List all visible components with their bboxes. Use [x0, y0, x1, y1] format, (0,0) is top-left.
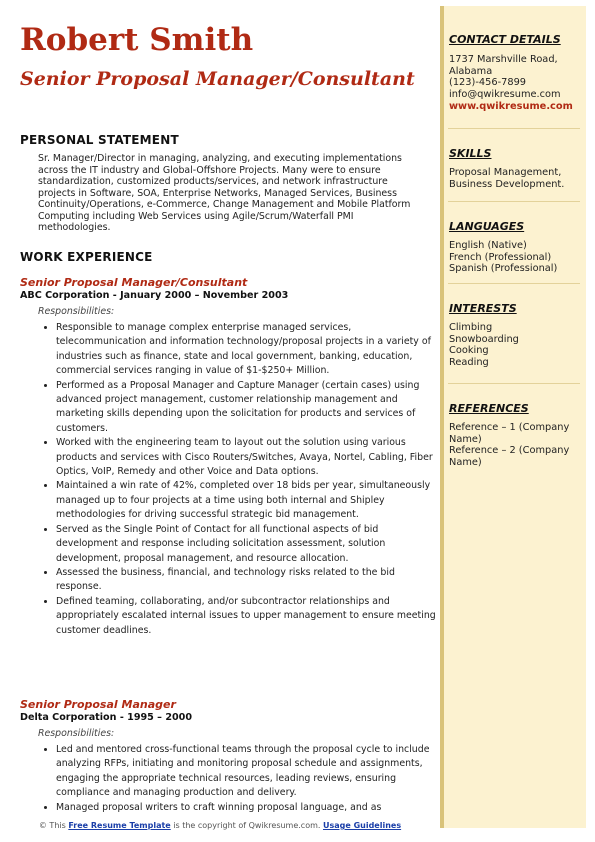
list-item: Spanish (Professional): [449, 263, 558, 275]
job-title: Senior Proposal Manager/Consultant: [20, 276, 248, 289]
responsibilities-label: Responsibilities:: [38, 728, 115, 739]
personal-statement-heading: PERSONAL STATEMENT: [20, 133, 179, 147]
divider: [448, 283, 580, 284]
languages-heading: LANGUAGES: [449, 220, 525, 233]
work-experience-heading: WORK EXPERIENCE: [20, 250, 153, 264]
address-line: Alabama: [449, 65, 493, 77]
languages-list: [449, 240, 581, 275]
job-company-dates: ABC Corporation - January 2000 – November 2003: [20, 290, 289, 301]
list-item: • Responsible to manage complex enterprise managed services, telecommunication and information technology/proposal projects in a variety of industries such as finance, state and local government, banking, education, commercial services ranging in value of $1-$250+ Million.: [56, 321, 438, 379]
phone-number: (123)-456-7899: [449, 77, 527, 89]
references-heading: REFERENCES: [449, 402, 529, 415]
list-item: English (Native): [449, 240, 527, 251]
footer-copyright-text: is the copyright of Qwikresume.com.: [170, 821, 323, 830]
list-item: • Led and mentored cross-functional teams through the proposal cycle to include analyzing RFPs, initiating and monitoring proposal schedule and assignments, engaging the appropriate technical resources, leading reviews, ensuring compliance and managing production and delivery.: [56, 743, 438, 801]
email-address[interactable]: info@qwikresume.com: [449, 89, 561, 101]
address-line: 1737 Marshville Road,: [449, 54, 558, 65]
references-list: [449, 422, 581, 469]
interests-list: [449, 322, 581, 369]
candidate-title: Senior Proposal Manager/Consultant: [20, 68, 415, 90]
job-title: Senior Proposal Manager: [20, 698, 176, 711]
list-item: • Managed proposal writers to craft winning proposal language, and as: [56, 801, 438, 815]
list-item: Snowboarding: [449, 333, 519, 345]
job-company-dates: Delta Corporation - 1995 – 2000: [20, 712, 193, 723]
divider: [448, 128, 580, 129]
divider: [448, 383, 580, 384]
list-item: Cooking: [449, 345, 489, 357]
responsibilities-list: [38, 321, 438, 638]
list-item: • Assessed the business, financial, and technology risks related to the bid response.: [56, 566, 438, 595]
skills-heading: SKILLS: [449, 147, 492, 160]
interests-heading: INTERESTS: [449, 302, 517, 315]
list-item: • Defined teaming, collaborating, and/or subcontractor relationships and appropriately escalated internal issues to upper management to ensure meeting customer deadlines.: [56, 595, 438, 638]
footer-prefix: © This: [38, 821, 69, 830]
list-item: French (Professional): [449, 251, 552, 263]
list-item: Reference – 2 (Company Name): [449, 445, 570, 469]
list-item: Reference – 1 (Company Name): [449, 422, 570, 445]
list-item: • Served as the Single Point of Contact for all functional aspects of bid development and response including solicitation assessment, solution development, proposal management, and resource allocation.: [56, 523, 438, 566]
candidate-name: Robert Smith: [20, 22, 254, 58]
contact-details: [449, 54, 581, 113]
list-item: • Worked with the engineering team to layout out the solution using various products and services with Cisco Routers/Switches, Avaya, Nortel, Cabling, Fiber Optics, VoIP, Remedy and other Voice and Data options.: [56, 436, 438, 479]
list-item: • Maintained a win rate of 42%, completed over 18 bids per year, simultaneously managed up to four projects at a time using both internal and Shipley methodologies for driving successful strategic bid management.: [56, 479, 438, 522]
contact-details-heading: CONTACT DETAILS: [449, 33, 561, 46]
list-item: Reading: [449, 357, 489, 369]
responsibilities-list: [38, 743, 438, 815]
list-item: • Performed as a Proposal Manager and Capture Manager (certain cases) using advanced project management, customer relationship management and marketing skills depending upon the solicitation for products and services of customers.: [56, 379, 438, 437]
website-link[interactable]: www.qwikresume.com: [449, 100, 573, 112]
list-item: Climbing: [449, 322, 493, 333]
footer: [0, 821, 440, 830]
free-resume-template-link[interactable]: Free Resume Template: [68, 821, 171, 830]
skills-text: Proposal Management, Business Development.: [449, 167, 565, 190]
personal-statement-text: Sr. Manager/Director in managing, analyzing, and executing implementations across the IT industry and Global-Offshore Projects. Many were to ensure standardization, customized products/services, and network infrastructure projects in Software, SOA, Enterprise Networks, Managed Services, Business Continuity/Operations, e-Commerce, Change Management and Mobile Platform Computing including Web Services using Agile/Scrum/Waterfall PMI methodologies.: [38, 153, 411, 233]
usage-guidelines-link[interactable]: Usage Guidelines: [322, 821, 402, 830]
divider: [448, 201, 580, 202]
sidebar: [440, 6, 586, 828]
responsibilities-label: Responsibilities:: [38, 306, 115, 317]
